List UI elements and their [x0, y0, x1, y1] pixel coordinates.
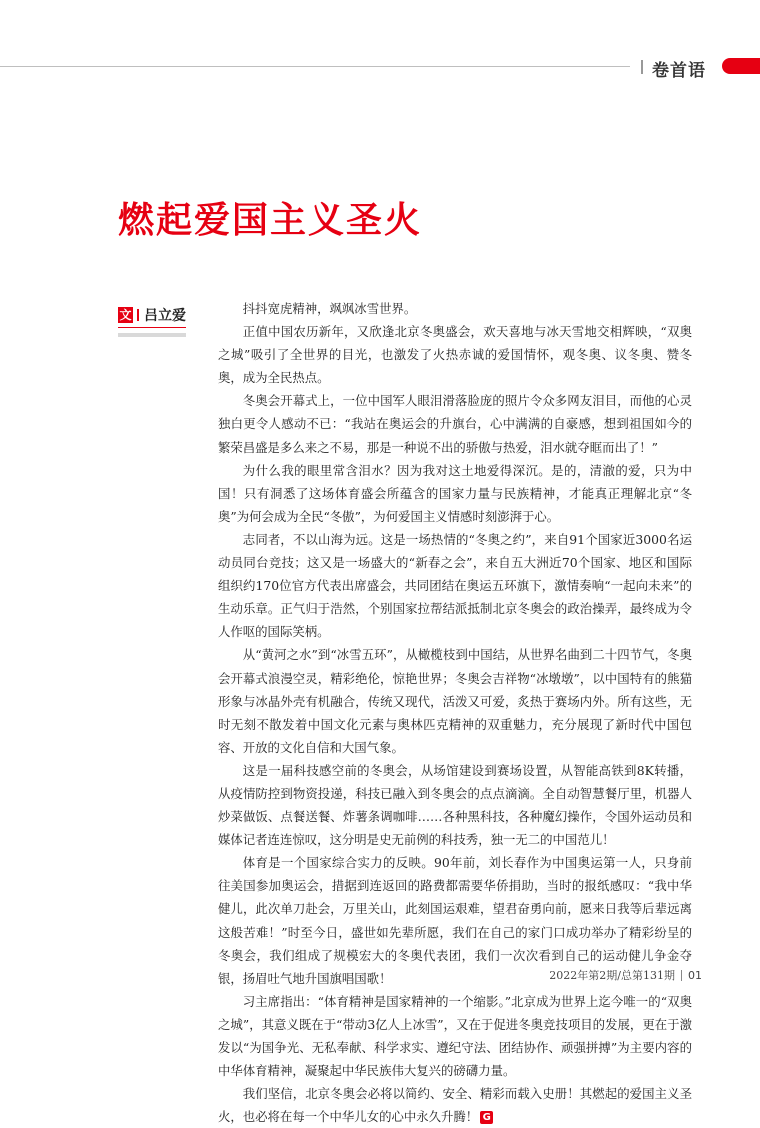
- paragraph: 习主席指出：“体育精神是国家精神的一个缩影。”北京成为世界上迄今唯一的“双奥之城”，其意义既在于“带动3亿人上冰雪”，又在于促进冬奥竞技项目的发展，更在于激发以“为国争光、无私奉献、科学求实、遵纪守法、团结协作、顽强拼搏”为主要内容的中华体育精神，凝聚起中华民族伟大复兴的磅礴力量。: [218, 993, 692, 1079]
- paragraph: 体育是一个国家综合实力的反映。90年前，刘长春作为中国奥运第一人，只身前往美国参加奥运会，措据到连返回的路费都需要华侨捐助，当时的报纸感叹：“我中华健儿，此次单刀赴会，万里关山，此刻国运艰难，望君奋勇向前，愿来日我等后辈远离这般苦难！”时至今日，盛世如先辈所愿，我们在自己的家门口成功举办了精彩纷呈的冬奥会，我们组成了规模宏大的冬奥代表团，我们一次次看到自己的运动健儿争金夺银，扬眉吐气地升国旗唱国歌！: [218, 855, 692, 986]
- paragraph: 抖抖宽虎精神，飒飒冰雪世界。: [242, 301, 417, 316]
- article-body: [218, 297, 692, 1128]
- footer-separator: [681, 970, 682, 981]
- paragraph: 正值中国农历新年，又欣逢北京冬奥盛会，欢天喜地与冰天雪地交相辉映，“双奥之城”吸引了全世界的目光，也激发了火热赤诚的爱国情怀，观冬奥、议冬奥、赞冬奥，成为全民热点。: [218, 324, 692, 386]
- author-byline: [118, 305, 186, 325]
- paragraph: 这是一届科技感空前的冬奥会，从场馆建设到赛场设置，从智能高铁到8K转播，从疫情防控到物资投递，科技已融入到冬奥会的点点滴滴。全自动智慧餐厅里，机器人炒菜做饭、点餐送餐、炸薯条调咖啡……各种黑科技，各种魔幻操作，令国外运动员和媒体记者连连惊叹，这分明是史无前例的科技秀，独一无二的中国范儿！: [218, 762, 692, 848]
- issue-info: 2022年第2期/总第131期: [549, 969, 675, 982]
- page-number: 01: [688, 968, 702, 982]
- paragraph: 从“黄河之水”到“冰雪五环”，从橄榄枝到中国结，从世界名曲到二十四节气，冬奥会开幕式浪漫空灵，精彩绝伦，惊艳世界；冬奥会吉祥物“冰墩墩”，以中国特有的熊猫形象与冰晶外壳有机融合，传统又现代，活泼又可爱，炙热于赛场内外。所有这些，无时无刻不散发着中国文化元素与奥林匹克精神的双重魅力，充分展现了新时代中国包容、开放的文化自信和大国气象。: [218, 647, 692, 755]
- header-separator: [641, 60, 643, 74]
- section-tab-decoration: [722, 58, 760, 74]
- header-rule: [0, 66, 630, 67]
- paragraph: 冬奥会开幕式上，一位中国军人眼泪滑落脸庞的照片令众多网友泪目，而他的心灵独白更令人感动不已：“我站在奥运会的升旗台，心中满满的自豪感，想到祖国如今的繁荣昌盛是多么来之不易，那是一种说不出的骄傲与热爱，泪水就夺眶而出了！”: [218, 393, 692, 455]
- end-mark-logo: G: [480, 1111, 493, 1124]
- paragraph: 志同者，不以山海为远。这是一场热情的“冬奥之约”，来自91个国家近3000名运动员同台竞技；这又是一场盛大的“新春之会”，来自五大洲近70个国家、地区和国际组织约170位官方代表出席盛会，共同团结在奥运五环旗下，激情奏响“一起向未来”的生动乐章。正气归于浩然，个别国家拉帮结派抵制北京冬奥会的政治操弄，最终成为令人作呕的国际笑柄。: [218, 531, 692, 640]
- paragraph-text: 我们坚信，北京冬奥会必将以简约、安全、精彩而载入史册！其燃起的爱国主义圣火，也必将在每一个中华儿女的心中永久升腾！: [218, 1086, 692, 1125]
- author-shade-bar: [118, 333, 186, 337]
- section-label: 卷首语: [652, 61, 706, 81]
- author-name: 吕立爱: [144, 308, 186, 324]
- page-footer: [549, 967, 702, 983]
- paragraph-last: [218, 1082, 692, 1128]
- author-divider: [137, 309, 139, 321]
- paragraph: 为什么我的眼里常含泪水？因为我对这土地爱得深沉。是的，清澈的爱，只为中国！只有洞悉了这场体育盛会所蕴含的国家力量与民族精神，才能真正理解北京“冬奥”为何会成为全民“冬傲”，为何爱国主义情感时刻澎湃于心。: [218, 462, 692, 524]
- article-title: 燃起爱国主义圣火: [118, 200, 423, 241]
- author-rule: [118, 327, 186, 328]
- author-mark: 文: [119, 308, 132, 322]
